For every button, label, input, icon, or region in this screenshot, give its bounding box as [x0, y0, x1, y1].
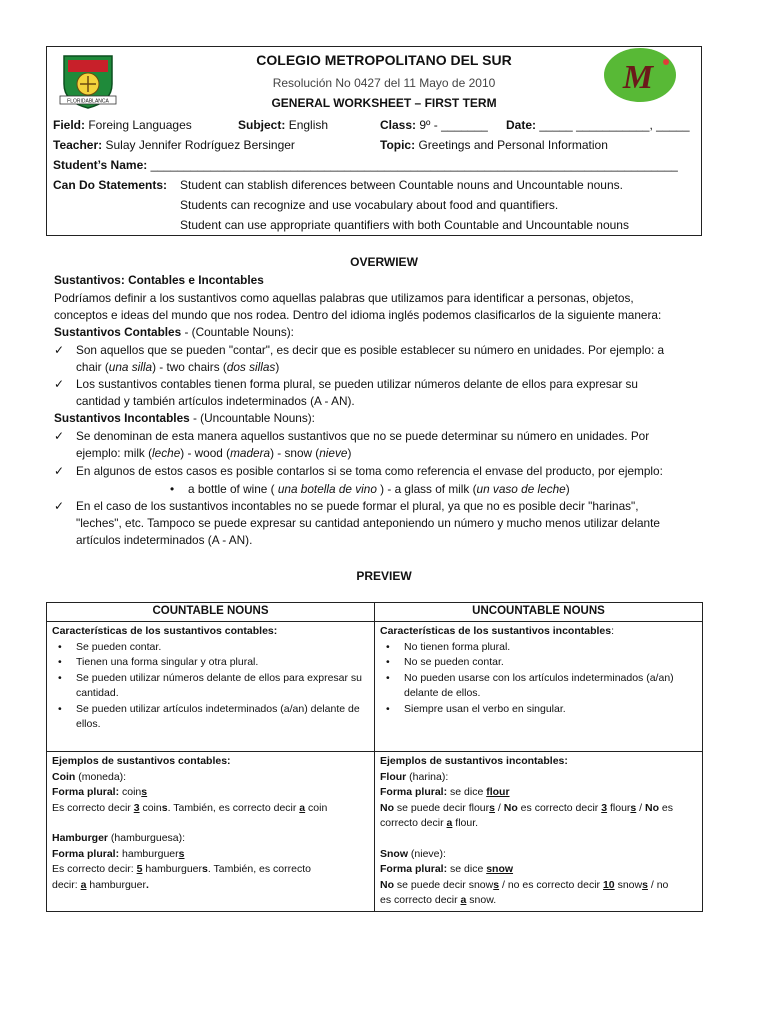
uncountable-point-2-line-1: En algunos de estos casos es posible contarlos si se toma como referencia el envase del producto, por ejemplo: — [76, 464, 663, 478]
flour-sentence-1 — [380, 801, 697, 817]
svg-text:M: M — [622, 59, 654, 96]
subject-row — [238, 117, 328, 135]
translation: (nieve): — [408, 847, 446, 860]
flour-heading — [380, 770, 697, 786]
checkmark-icon: ✓ — [54, 343, 64, 357]
snow-plural — [380, 862, 697, 878]
text: se puede decir snow — [394, 878, 494, 891]
uncountable-point-1-line-2 — [76, 445, 716, 463]
text: snow — [614, 878, 643, 891]
text-highlight: flour — [486, 786, 510, 798]
snow-sentence-2 — [380, 893, 697, 909]
checkmark-icon: ✓ — [54, 377, 64, 391]
text: . También, es correcto decir — [167, 801, 300, 814]
text-bold: No — [380, 801, 394, 814]
list-item: • No pueden usarse con los artículos indeterminados (a/an) delante de ellos. — [404, 671, 697, 702]
text-highlight: snow — [486, 863, 514, 875]
coin-plural — [52, 785, 369, 801]
plural-label: Forma plural: — [52, 847, 120, 860]
uncountable-point-3-line-3: artículos indeterminados (A - AN). — [76, 533, 253, 547]
text-highlight: 5 — [136, 863, 143, 875]
text-highlight: 10 — [602, 878, 615, 891]
text-italic: dos sillas — [226, 360, 276, 374]
text: es — [659, 801, 674, 814]
preview-title: PREVIEW — [356, 569, 412, 583]
uncountable-heading-paren: - (Uncountable Nouns): — [189, 411, 315, 425]
cando-statement-2: Students can recognize and use vocabulary about food and quantifiers. — [180, 198, 559, 212]
text-highlight: a — [460, 894, 467, 906]
coin-sentence — [52, 801, 369, 817]
class-label: Class: — [380, 118, 417, 132]
resolution-text: Resolución No 0427 del 11 Mayo de 2010 — [272, 76, 496, 90]
text-highlight: s — [493, 878, 500, 891]
plural-label: Forma plural: — [380, 786, 448, 798]
snow-heading — [380, 847, 697, 863]
text-italic: nieve — [319, 446, 348, 460]
cando-label: Can Do Statements: — [53, 178, 168, 192]
teacher-value: Sulay Jennifer Rodríguez Bersinger — [105, 138, 295, 152]
checkmark-icon: ✓ — [54, 429, 64, 443]
text-bold: No — [503, 801, 518, 814]
text-bold: No — [645, 801, 660, 814]
subject-label: Subject: — [238, 118, 286, 132]
uncountable-characteristics-list — [380, 640, 697, 718]
flour-plural — [380, 785, 697, 801]
text-italic: madera — [230, 446, 271, 460]
student-name-field[interactable]: _______________________________________________________________________________ — [150, 158, 678, 172]
countable-point-1-line-1: Son aquellos que se pueden "contar", es decir que es posible establecer su número en unidades. Por ejemplo: a — [76, 343, 665, 357]
text: ) - a glass of milk ( — [376, 482, 477, 496]
hamburger-sentence-2 — [52, 878, 369, 894]
text-bold: s — [202, 863, 208, 875]
text-highlight: s — [178, 847, 185, 860]
student-row — [53, 157, 678, 175]
preview-table — [46, 602, 703, 912]
text-highlight: 3 — [133, 801, 140, 814]
translation: (moneda): — [75, 770, 127, 783]
hamburger-plural — [52, 847, 369, 863]
text: a bottle of wine ( — [188, 482, 278, 496]
text: Es correcto decir: — [52, 863, 137, 875]
text: hamburguer — [119, 847, 179, 860]
text-highlight: a — [446, 817, 453, 829]
countable-heading-paren: - (Countable Nouns): — [181, 325, 294, 339]
text: se dice — [447, 863, 487, 875]
title-colon: : — [611, 625, 615, 637]
text: snow. — [466, 894, 497, 906]
text: coin — [139, 801, 162, 814]
text: flour — [607, 801, 631, 814]
text-highlight: s — [489, 801, 495, 814]
plural-label: Forma plural: — [52, 786, 120, 798]
topic-label: Topic: — [380, 138, 416, 152]
text: chair ( — [76, 360, 109, 374]
text: se puede decir flour — [394, 801, 490, 814]
list-item: • Tienen una forma singular y otra plural. — [76, 655, 369, 671]
overview-title: OVERWIEW — [350, 255, 418, 269]
date-value[interactable]: _____ ___________, _____ — [539, 118, 690, 132]
countable-point-2-line-2: cantidad y también artículos indeterminados (A - AN). — [76, 394, 355, 408]
overview-heading: Sustantivos: Contables e Incontables — [54, 273, 264, 287]
text: . También, es correcto — [207, 863, 311, 875]
text: decir: — [52, 878, 81, 891]
word: Hamburger — [52, 832, 109, 844]
cando-statement-1: Student can stablish diferences between Countable nouns and Uncountable nouns. — [180, 178, 623, 192]
checkmark-icon: ✓ — [54, 499, 64, 513]
coin-heading — [52, 770, 369, 786]
text-highlight: s — [141, 786, 148, 798]
text: ) - wood ( — [180, 446, 231, 460]
topic-row — [380, 137, 608, 155]
date-label: Date: — [506, 118, 537, 132]
list-item: • Se pueden utilizar números delante de ellos para expresar su cantidad. — [76, 671, 369, 702]
school-name: COLEGIO METROPOLITANO DEL SUR — [256, 52, 512, 68]
cando-statement-3: Student can use appropriate quantifiers with both Countable and Uncountable nouns — [180, 218, 629, 232]
text: no — [656, 878, 669, 891]
uncountable-point-1-line-1: Se denominan de esta manera aquellos sustantivos que no se puede determinar su número en unidades. Por — [76, 429, 650, 443]
bullet-icon: • — [170, 482, 175, 496]
text: / no es correcto decir — [499, 878, 603, 891]
field-value: Foreing Languages — [88, 118, 192, 132]
translation: (hamburguesa): — [108, 832, 186, 844]
text: ) — [275, 360, 280, 374]
text: / — [636, 801, 646, 814]
snow-sentence-1 — [380, 878, 697, 894]
text-bold: s — [161, 801, 168, 814]
class-row — [380, 117, 488, 135]
text: ) — [347, 446, 352, 460]
date-row — [506, 117, 690, 135]
overview-intro-2: conceptos e ideas del mundo que nos rodea. Dentro del idioma inglés podemos clasificarlos de la siguiente manera: — [54, 308, 662, 322]
text-italic: una botella de vino — [277, 482, 377, 496]
hamburger-sentence-1 — [52, 862, 369, 878]
uncountable-examples-title: Ejemplos de sustantivos incontables: — [380, 755, 568, 767]
uncountable-point-3-line-2: "leches", etc. Tampoco se puede expresar su cantidad anteponiendo un número y mucho menos utilizar delante — [76, 516, 660, 530]
cando-row-1 — [53, 177, 167, 195]
word: Snow — [380, 847, 408, 860]
countable-examples-cell — [47, 752, 375, 912]
word: Coin — [52, 770, 76, 783]
flour-sentence-2 — [380, 816, 697, 832]
list-item: • No se pueden contar. — [404, 655, 697, 671]
list-item: • No tienen forma plural. — [404, 640, 697, 656]
text: / — [647, 878, 657, 891]
text: es correcto decir — [517, 801, 602, 814]
checkmark-icon: ✓ — [54, 464, 64, 478]
title-text: Características de los sustantivos incontables — [380, 625, 612, 637]
countable-point-1-line-2 — [76, 359, 716, 377]
text-italic: una silla — [108, 360, 153, 374]
word: Flour — [380, 770, 407, 783]
uncountable-heading — [54, 410, 714, 428]
countable-point-2-line-1: Los sustantivos contables tienen forma plural, se pueden utilizar números delante de ellos para expresar su — [76, 377, 638, 391]
student-label: Student’s Name: — [53, 158, 148, 172]
class-value[interactable]: 9º - _______ — [419, 118, 488, 132]
plural-label: Forma plural: — [380, 863, 448, 875]
list-item: • Se pueden utilizar artículos indeterminados (a/an) delante de ellos. — [76, 702, 369, 733]
col-header-uncountable: UNCOUNTABLE NOUNS — [375, 603, 703, 622]
text: correcto decir — [380, 817, 447, 829]
text: coin — [305, 801, 328, 814]
countable-heading-bold: Sustantivos Contables — [54, 325, 182, 339]
text: coin — [119, 786, 142, 798]
text-highlight: 3 — [601, 801, 608, 814]
field-row — [53, 117, 192, 135]
topic-value: Greetings and Personal Information — [418, 138, 608, 152]
countable-heading — [54, 324, 714, 342]
overview-intro-1: Podríamos definir a los sustantivos como aquellas palabras que utilizamos para identificar a personas, objetos, — [54, 291, 634, 305]
field-label: Field: — [53, 118, 85, 132]
text-bold: . — [145, 878, 149, 891]
text: Es correcto decir — [52, 801, 134, 814]
countable-examples-title: Ejemplos de sustantivos contables: — [52, 755, 231, 767]
list-item: • Se pueden contar. — [76, 640, 369, 656]
text-highlight: s — [630, 801, 637, 814]
text: / — [495, 801, 504, 814]
countable-characteristics-cell — [47, 622, 375, 752]
uncountable-characteristics-cell — [375, 622, 703, 752]
countable-characteristics-list — [52, 640, 369, 733]
col-header-countable: COUNTABLE NOUNS — [47, 603, 375, 622]
countable-characteristics-title: Características de los sustantivos contables: — [52, 625, 278, 637]
text: se dice — [447, 786, 487, 798]
list-item: • Siempre usan el verbo en singular. — [404, 702, 697, 718]
text: ) - snow ( — [270, 446, 320, 460]
text: es correcto decir — [380, 894, 461, 906]
svg-text:FLORIDABLANCA: FLORIDABLANCA — [67, 98, 109, 105]
teacher-row — [53, 137, 295, 155]
teacher-label: Teacher: — [53, 138, 103, 152]
uncountable-point-2-example — [170, 481, 708, 499]
text: ) - two chairs ( — [152, 360, 227, 374]
text-bold: No — [380, 878, 394, 891]
text: flour. — [452, 817, 479, 829]
text-italic: leche — [152, 446, 181, 460]
text-highlight: a — [80, 878, 87, 891]
text: ) — [565, 482, 570, 496]
text-italic: un vaso de leche — [476, 482, 566, 496]
uncountable-point-3-line-1: En el caso de los sustantivos incontables no se puede formar el plural, ya que no es posible decir "harinas", — [76, 499, 639, 513]
hamburger-heading — [52, 831, 369, 847]
text-highlight: a — [299, 801, 306, 814]
text: hamburguer — [86, 878, 146, 891]
uncountable-examples-cell — [375, 752, 703, 912]
text: hamburguer — [142, 863, 203, 875]
uncountable-characteristics-title — [380, 624, 697, 640]
subject-value: English — [288, 118, 329, 132]
translation: (harina): — [406, 770, 449, 783]
uncountable-heading-bold: Sustantivos Incontables — [54, 411, 190, 425]
text: ejemplo: milk ( — [76, 446, 153, 460]
worksheet-title: GENERAL WORKSHEET – FIRST TERM — [271, 96, 497, 110]
text-highlight: s — [642, 878, 648, 891]
